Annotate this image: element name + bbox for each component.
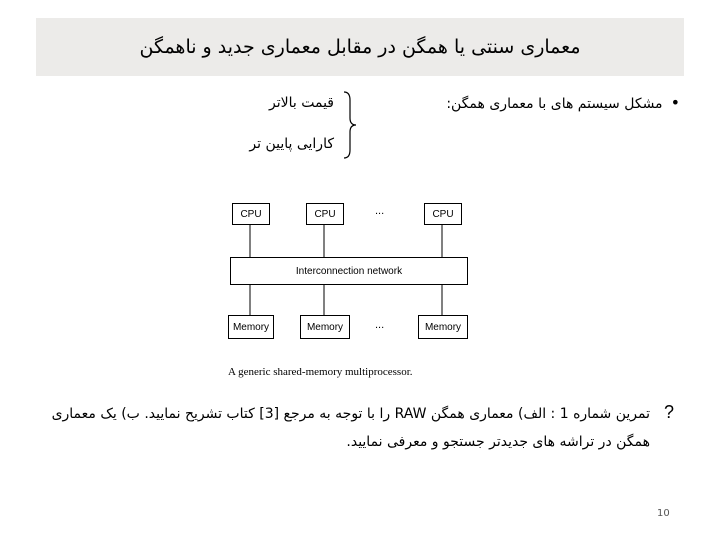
bullet-item bbox=[340, 93, 680, 112]
title-band bbox=[36, 18, 684, 76]
diagram-caption: A generic shared-memory multiprocessor. bbox=[228, 366, 413, 378]
memory-box: Memory bbox=[228, 315, 274, 339]
exercise-text: تمرین شماره 1 : الف) معماری همگن RAW را با توجه به مرجع [3] کتاب تشریح نمایید. ب) یک معماری همگن در تراشه های جدیدتر جستجو و معرفی نمایید. bbox=[51, 406, 650, 450]
option-lower-performance: کارایی پایین تر bbox=[249, 136, 334, 152]
shared-memory-diagram bbox=[220, 195, 480, 385]
page-number: 10 bbox=[657, 508, 670, 519]
memory-box: Memory bbox=[418, 315, 468, 339]
memory-box: Memory bbox=[300, 315, 350, 339]
cpu-box: CPU bbox=[306, 203, 344, 225]
cpu-ellipsis: ... bbox=[375, 205, 385, 217]
slide-title: معماری سنتی یا همگن در مقابل معماری جدید و ناهمگن bbox=[139, 36, 581, 58]
memory-ellipsis: ... bbox=[375, 319, 385, 331]
interconnection-network: Interconnection network bbox=[230, 257, 468, 285]
cpu-box: CPU bbox=[232, 203, 270, 225]
option-higher-cost: قیمت بالاتر bbox=[269, 95, 334, 111]
brace-icon bbox=[340, 90, 360, 160]
question-mark-icon: ? bbox=[664, 402, 675, 422]
cpu-box: CPU bbox=[424, 203, 462, 225]
bullet-text: مشکل سیستم های با معماری همگن: bbox=[446, 96, 663, 112]
bullet-dot-icon: • bbox=[670, 93, 680, 112]
